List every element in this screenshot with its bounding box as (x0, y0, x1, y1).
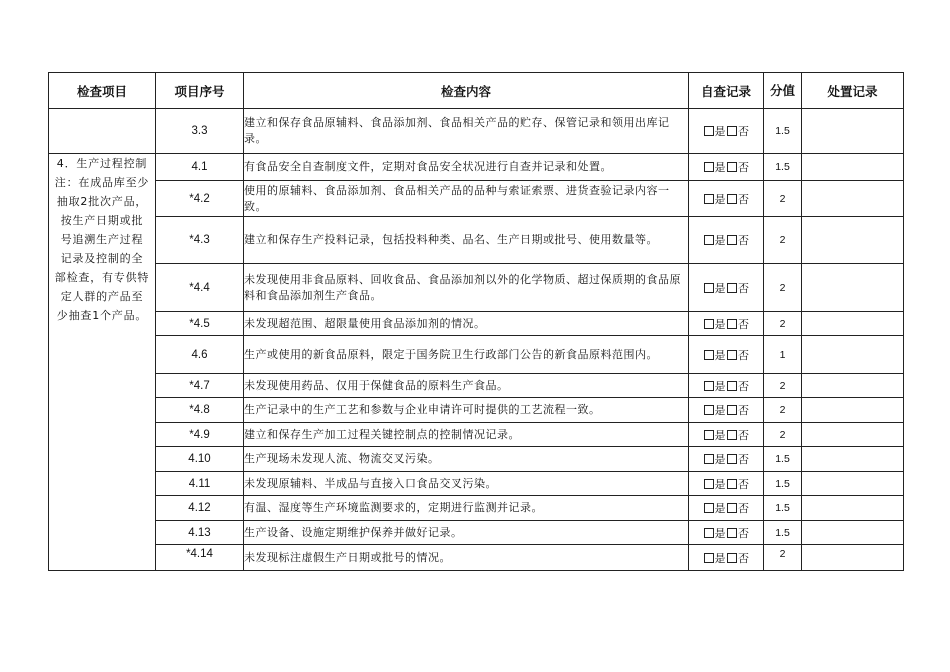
table-row (49, 336, 904, 374)
self-check-cell (689, 423, 764, 447)
yes-label: 是 (714, 551, 726, 565)
row-content: 未发现标注虚假生产日期或批号的情况。 (244, 545, 689, 571)
row-seq: *4.7 (156, 374, 244, 398)
no-label: 否 (738, 502, 750, 515)
row-score: 2 (764, 423, 802, 447)
disposal-cell[interactable] (802, 423, 904, 447)
row-content: 建立和保存生产投料记录，包括投料种类、品名、生产日期或批号、使用数量等。 (244, 217, 689, 264)
row-content: 未发现原辅料、半成品与直接入口食品交叉污染。 (244, 472, 689, 496)
yes-label: 是 (714, 526, 726, 540)
self-check-cell (689, 447, 764, 472)
row-seq: *4.8 (156, 398, 244, 423)
no-checkbox[interactable] (727, 194, 737, 204)
table-row (49, 398, 904, 423)
disposal-cell[interactable] (802, 521, 904, 545)
no-checkbox[interactable] (727, 283, 737, 293)
yes-checkbox[interactable] (704, 381, 714, 391)
category-line: 注：在成品库至少 (54, 176, 150, 189)
table-row (49, 264, 904, 312)
no-checkbox[interactable] (727, 503, 737, 513)
row-score: 1 (764, 336, 802, 374)
row-content: 生产或使用的新食品原料，限定于国务院卫生行政部门公告的新食品原料范围内。 (244, 336, 689, 374)
yes-checkbox[interactable] (704, 430, 714, 440)
row-seq: 4.11 (156, 472, 244, 496)
yes-label: 是 (714, 348, 726, 362)
row-score: 1.5 (764, 447, 802, 472)
category-line: 按生产日期或批 (60, 214, 144, 227)
disposal-cell[interactable] (802, 472, 904, 496)
category-line: 记录及控制的全 (60, 252, 144, 265)
yes-checkbox[interactable] (704, 235, 714, 245)
yes-label: 是 (714, 502, 726, 515)
self-check-cell (689, 312, 764, 336)
self-check-cell (689, 472, 764, 496)
self-check-cell (689, 545, 764, 571)
no-label: 否 (738, 317, 750, 331)
header-row (49, 73, 904, 109)
row-content: 生产记录中的生产工艺和参数与企业申请许可时提供的工艺流程一致。 (244, 398, 689, 423)
self-check-cell (689, 109, 764, 154)
row-score: 2 (764, 312, 802, 336)
row-seq: *4.4 (156, 264, 244, 312)
header-content: 检查内容 (244, 73, 689, 109)
category-line: 定人群的产品至 (60, 290, 144, 303)
yes-label: 是 (714, 125, 726, 138)
table-row (49, 496, 904, 521)
row-content: 建立和保存食品原辅料、食品添加剂、食品相关产品的贮存、保管记录和领用出库记录。 (244, 109, 689, 154)
table-row (49, 521, 904, 545)
row-score: 1.5 (764, 521, 802, 545)
row-score: 1.5 (764, 472, 802, 496)
self-check-cell (689, 521, 764, 545)
no-label: 否 (738, 551, 750, 565)
row-score: 1.5 (764, 109, 802, 154)
row-content: 未发现使用药品、仅用于保健食品的原料生产食品。 (244, 374, 689, 398)
category-line: 抽取2批次产品， (56, 195, 148, 208)
disposal-cell[interactable] (802, 374, 904, 398)
no-label: 否 (738, 404, 750, 417)
yes-checkbox[interactable] (704, 126, 714, 136)
header-score: 分值 (764, 73, 802, 109)
disposal-cell[interactable] (802, 545, 904, 571)
category-line: 部检查，有专供特 (54, 271, 150, 284)
no-checkbox[interactable] (727, 553, 737, 563)
row-score: 1.5 (764, 496, 802, 521)
yes-checkbox[interactable] (704, 503, 714, 513)
row-content: 生产现场未发现人流、物流交叉污染。 (244, 447, 689, 472)
category-cell-empty (49, 109, 156, 154)
no-label: 否 (738, 234, 750, 247)
table-row (49, 154, 904, 181)
row-score: 2 (764, 398, 802, 423)
row-seq: *4.9 (156, 423, 244, 447)
no-label: 否 (738, 453, 750, 466)
self-check-cell (689, 496, 764, 521)
table-row (49, 472, 904, 496)
no-checkbox[interactable] (727, 162, 737, 172)
yes-checkbox[interactable] (704, 405, 714, 415)
yes-label: 是 (714, 234, 726, 247)
no-checkbox[interactable] (727, 126, 737, 136)
yes-checkbox[interactable] (704, 194, 714, 204)
row-content: 未发现使用非食品原料、回收食品、食品添加剂以外的化学物质、超过保质期的食品原料和食品添加剂生产食品。 (244, 264, 689, 312)
disposal-cell[interactable] (802, 109, 904, 154)
no-checkbox[interactable] (727, 479, 737, 489)
no-checkbox[interactable] (727, 430, 737, 440)
row-seq: 3.3 (156, 109, 244, 154)
row-score: 2 (764, 217, 802, 264)
row-seq: 4.10 (156, 447, 244, 472)
yes-label: 是 (714, 477, 726, 491)
yes-label: 是 (714, 161, 726, 174)
disposal-cell[interactable] (802, 336, 904, 374)
category-line: 少抽查1个产品。 (56, 309, 148, 322)
header-item: 检查项目 (49, 73, 156, 109)
self-check-cell (689, 217, 764, 264)
no-checkbox[interactable] (727, 405, 737, 415)
row-seq: 4.12 (156, 496, 244, 521)
header-seq: 项目序号 (156, 73, 244, 109)
yes-label: 是 (714, 428, 726, 442)
inspection-table (48, 72, 904, 571)
self-check-cell (689, 398, 764, 423)
no-checkbox[interactable] (727, 235, 737, 245)
yes-checkbox[interactable] (704, 350, 714, 360)
no-label: 否 (738, 477, 750, 491)
table-row (49, 181, 904, 217)
row-score: 2 (764, 264, 802, 312)
table-row (49, 545, 904, 571)
category-line: 号追溯生产过程 (60, 233, 144, 246)
row-content: 有食品安全自查制度文件，定期对食品安全状况进行自查并记录和处置。 (244, 154, 689, 181)
no-label: 否 (738, 281, 750, 295)
row-score: 1.5 (764, 154, 802, 181)
no-checkbox[interactable] (727, 350, 737, 360)
no-checkbox[interactable] (727, 319, 737, 329)
header-disposal: 处置记录 (802, 73, 904, 109)
yes-checkbox[interactable] (704, 454, 714, 464)
disposal-cell[interactable] (802, 154, 904, 181)
row-score: 2 (764, 545, 802, 571)
self-check-cell (689, 374, 764, 398)
yes-label: 是 (714, 404, 726, 417)
row-score: 2 (764, 181, 802, 217)
disposal-cell[interactable] (802, 312, 904, 336)
table-row (49, 423, 904, 447)
disposal-cell[interactable] (802, 181, 904, 217)
no-checkbox[interactable] (727, 381, 737, 391)
no-checkbox[interactable] (727, 528, 737, 538)
yes-checkbox[interactable] (704, 528, 714, 538)
row-seq: 4.6 (156, 336, 244, 374)
self-check-cell (689, 154, 764, 181)
no-label: 否 (738, 526, 750, 540)
yes-checkbox[interactable] (704, 479, 714, 489)
disposal-cell[interactable] (802, 447, 904, 472)
self-check-cell (689, 264, 764, 312)
yes-label: 是 (714, 192, 726, 206)
yes-label: 是 (714, 317, 726, 331)
row-content: 建立和保存生产加工过程关键控制点的控制情况记录。 (244, 423, 689, 447)
row-score: 2 (764, 374, 802, 398)
no-label: 否 (738, 192, 750, 206)
no-label: 否 (738, 379, 750, 393)
no-label: 否 (738, 125, 750, 138)
yes-label: 是 (714, 453, 726, 466)
yes-checkbox[interactable] (704, 319, 714, 329)
header-self-check: 自查记录 (689, 73, 764, 109)
disposal-cell[interactable] (802, 217, 904, 264)
category-line: 4．生产过程控制 (56, 157, 148, 170)
disposal-cell[interactable] (802, 398, 904, 423)
self-check-cell (689, 336, 764, 374)
yes-checkbox[interactable] (704, 283, 714, 293)
no-checkbox[interactable] (727, 454, 737, 464)
yes-label: 是 (714, 281, 726, 295)
yes-checkbox[interactable] (704, 553, 714, 563)
disposal-cell[interactable] (802, 496, 904, 521)
row-content: 未发现超范围、超限量使用食品添加剂的情况。 (244, 312, 689, 336)
table-row (49, 109, 904, 154)
table-row (49, 217, 904, 264)
table-row (49, 447, 904, 472)
category-cell (49, 154, 156, 571)
no-label: 否 (738, 348, 750, 362)
no-label: 否 (738, 161, 750, 174)
row-content: 有温、湿度等生产环境监测要求的，定期进行监测并记录。 (244, 496, 689, 521)
yes-label: 是 (714, 379, 726, 393)
row-seq: *4.2 (156, 181, 244, 217)
row-seq: *4.14 (156, 545, 244, 571)
row-seq: *4.3 (156, 217, 244, 264)
row-content: 生产设备、设施定期维护保养并做好记录。 (244, 521, 689, 545)
disposal-cell[interactable] (802, 264, 904, 312)
no-label: 否 (738, 428, 750, 442)
row-seq: 4.13 (156, 521, 244, 545)
table-row (49, 374, 904, 398)
table-row (49, 312, 904, 336)
row-content: 使用的原辅料、食品添加剂、食品相关产品的品种与索证索票、进货查验记录内容一致。 (244, 181, 689, 217)
row-seq: 4.1 (156, 154, 244, 181)
row-seq: *4.5 (156, 312, 244, 336)
yes-checkbox[interactable] (704, 162, 714, 172)
self-check-cell (689, 181, 764, 217)
